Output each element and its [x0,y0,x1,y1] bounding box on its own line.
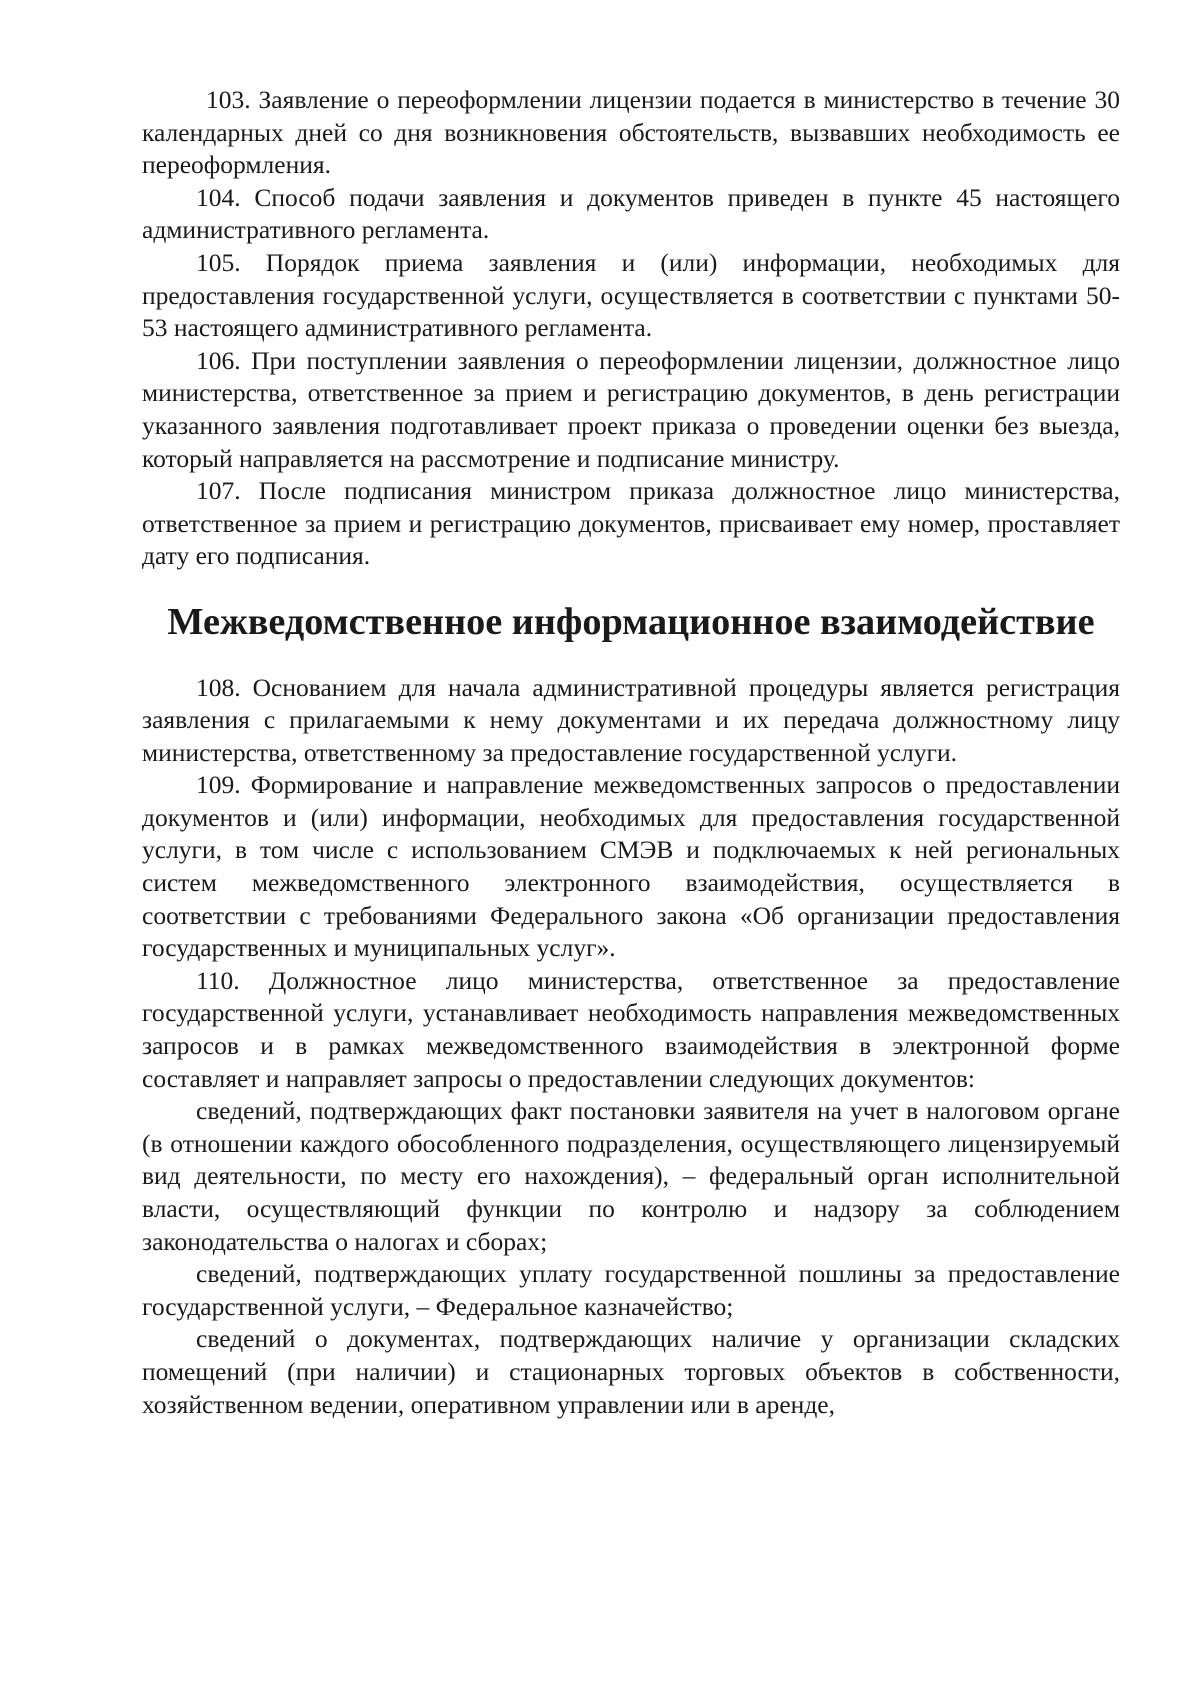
paragraph-106: 106. При поступлении заявления о переоформлении лицензии, должностное лицо министерства, ответственное за прием и регистрацию документов, в день регистрации указанного заявления подготавливает проект приказа о проведении оценки без выезда, который направляется на рассмотрение и подписание министру. [142,345,1120,473]
paragraph-108: 108. Основанием для начала административной процедуры является регистрация заявления с прилагаемыми к нему документами и их передача должностному лицу министерства, ответственному за предоставление государственной услуги. [142,672,1120,767]
section-heading: Межведомственное информационное взаимодействие [167,600,1095,643]
paragraph-103: 103. Заявление о переоформлении лицензии подается в министерство в течение 30 календарных дней со дня возникновения обстоятельств, вызвавших необходимость ее переоформления. [142,85,1120,180]
paragraph-109: 109. Формирование и направление межведомственных запросов о предоставлении документов и (или) информации, необходимых для предоставления государственной услуги, в том числе с использованием СМЭВ и подключаемых к ней региональных систем межведомственного электронного взаимодействия, осуществляется в соответствии с требованиями Федерального закона «Об организации предоставления государственных и муниципальных услуг». [142,770,1120,963]
document-page [142,84,1120,1421]
list-item-state-duty: сведений, подтверждающих уплату государственной пошлины за предоставление государственной услуги, – Федеральное казначейство; [142,1259,1120,1321]
paragraph-104: 104. Способ подачи заявления и документов приведен в пункте 45 настоящего административного регламента. [142,182,1120,245]
list-item-tax-registration: сведений, подтверждающих факт постановки заявителя на учет в налоговом органе (в отношении каждого обособленного подразделения, осуществляющего лицензируемый вид деятельности, по месту его нахождения), – федеральный орган исполнительной власти, осуществляющий функции по контролю и надзору за соблюдением законодательства о налогах и сборах; [142,1096,1120,1256]
paragraph-107: 107. После подписания министром приказа должностное лицо министерства, ответственное за прием и регистрацию документов, присваивает ему номер, проставляет дату его подписания. [142,476,1120,571]
list-item-premises: сведений о документах, подтверждающих наличие у организации складских помещений (при наличии) и стационарных торговых объектов в собственности, хозяйственном ведении, оперативном управлении или в аренде, [142,1324,1120,1419]
paragraph-105: 105. Порядок приема заявления и (или) информации, необходимых для предоставления государственной услуги, осуществляется в соответствии с пунктами 50-53 настоящего административного регламента. [142,247,1120,343]
paragraph-110: 110. Должностное лицо министерства, ответственное за предоставление государственной услуги, устанавливает необходимость направления межведомственных запросов и в рамках межведомственного взаимодействия в электронной форме составляет и направляет запросы о предоставлении следующих документов: [142,965,1120,1093]
